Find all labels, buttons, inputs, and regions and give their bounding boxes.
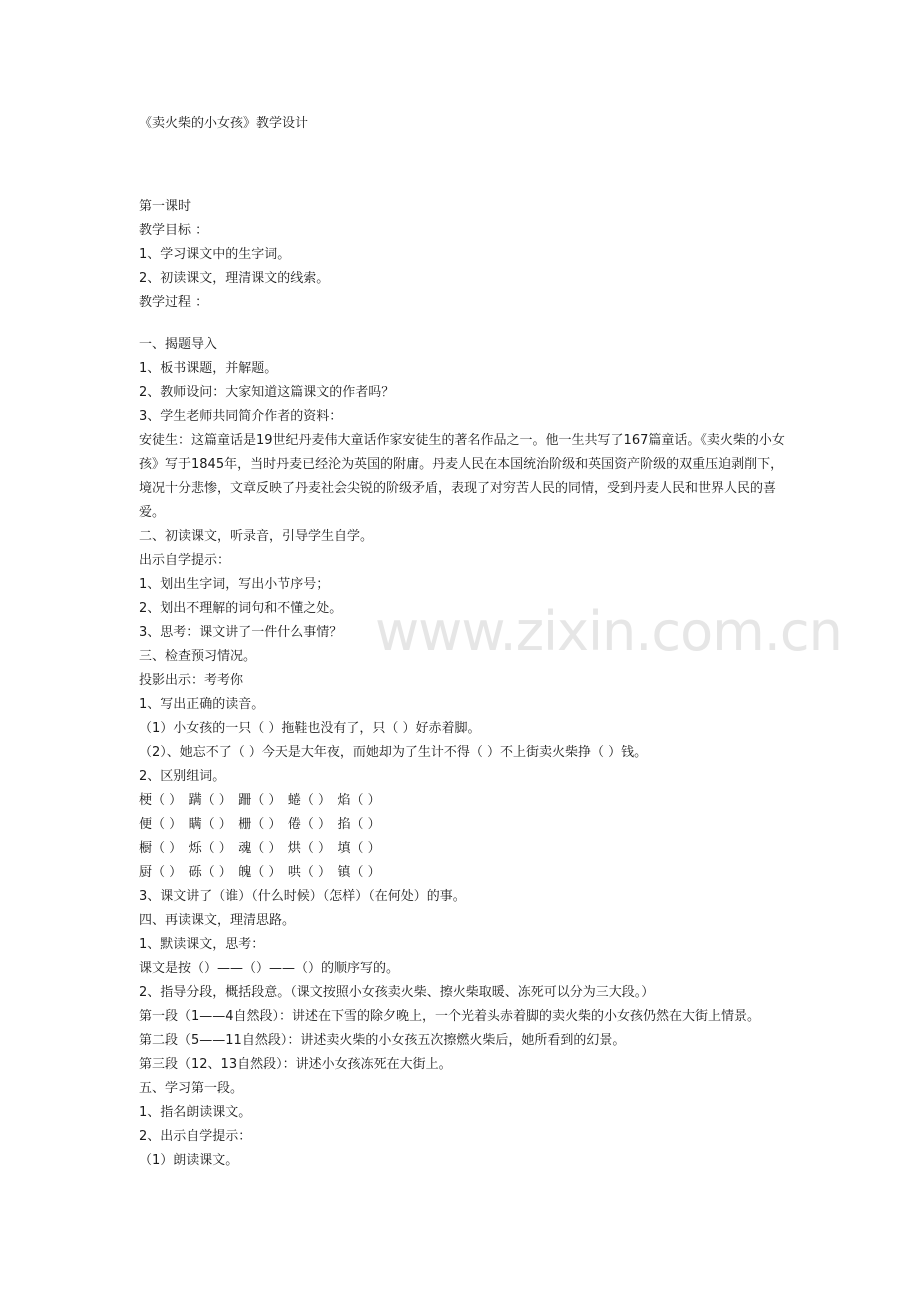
text-line: 厨（ ） 砾（ ） 魄（ ） 哄（ ） 镇（ ） <box>139 865 381 880</box>
text-line: 2、出示自学提示： <box>139 1129 252 1144</box>
text-line: 1、划出生字词，写出小节序号； <box>139 577 330 592</box>
text-line: 1、板书课题，并解题。 <box>139 361 278 376</box>
text-line: 第一课时 <box>139 199 192 214</box>
text-line: 第二段（5——11自然段）：讲述卖火柴的小女孩五次擦燃火柴后，她所看到的幻景。 <box>139 1033 626 1048</box>
text-line: 2、初读课文，理清课文的线索。 <box>139 271 330 286</box>
text-line: 教学目标 ： <box>139 223 209 238</box>
text-line: 3、思考：课文讲了一件什么事情？ <box>139 625 343 640</box>
text-line: 课文是按（）——（）——（）的顺序写的。 <box>139 961 400 976</box>
text-line: 第一段（1——4自然段）：讲述在下雪的除夕晚上，一个光着头赤着脚的卖火柴的小女孩仍然在大街上情景。 <box>139 1009 761 1024</box>
text-line: （1）朗读课文。 <box>139 1153 239 1168</box>
text-line: 五、学习第一段。 <box>139 1081 244 1096</box>
text-line: （1）小女孩的一只（ ）拖鞋也没有了，只（ ）好赤着脚。 <box>139 721 481 736</box>
document-lines <box>139 195 789 1173</box>
text-line: 1、默读课文，思考： <box>139 937 265 952</box>
text-line: 第三段（12、13自然段）：讲述小女孩冻死在大街上。 <box>139 1057 452 1072</box>
text-line: 出示自学提示： <box>139 553 231 568</box>
text-line: 安徒生：这篇童话是19世纪丹麦伟大童话作家安徒生的著名作品之一。他一生共写了167篇童话。《卖火柴的小女孩》写于1845年，当时丹麦已经沦为英国的附庸。丹麦人民在本国统治阶级和英国资产阶级的双重压迫剥削下，境况十分悲惨，文章反映了丹麦社会尖锐的阶级矛盾，表现了对穷苦人民的同情，受到丹麦人民和世界人民的喜爱。 <box>139 433 785 520</box>
text-line: 橱（ ） 烁（ ） 魂（ ） 烘（ ） 填（ ） <box>139 841 381 856</box>
text-line: 四、再读课文，理清思路。 <box>139 913 296 928</box>
text-line: 3、学生老师共同简介作者的资料： <box>139 409 343 424</box>
text-line: 1、指名朗读课文。 <box>139 1105 252 1120</box>
text-line: 2、教师设问：大家知道这篇课文的作者吗？ <box>139 385 395 400</box>
text-line: 一、揭题导入 <box>139 337 218 352</box>
text-line: 2、区别组词。 <box>139 769 226 784</box>
text-line: 二、初读课文，听录音，引导学生自学。 <box>139 529 374 544</box>
text-line: 3、课文讲了（谁）（什么时候）（怎样）（在何处）的事。 <box>139 889 466 904</box>
watermark: www.zixin.com.cn <box>375 600 842 663</box>
text-line: 三、检查预习情况。 <box>139 649 257 664</box>
blank-line <box>139 315 789 333</box>
text-line: 1、写出正确的读音。 <box>139 697 265 712</box>
text-line: 便（ ） 瞒（ ） 栅（ ） 倦（ ） 掐（ ） <box>139 817 381 832</box>
text-line: 1、学习课文中的生字词。 <box>139 247 291 262</box>
document-title: 《卖火柴的小女孩》教学设计 <box>139 116 309 131</box>
text-line: （2）、她忘不了（ ）今天是大年夜，而她却为了生计不得（ ）不上街卖火柴挣（ ）钱。 <box>139 745 648 760</box>
text-line: 2、指导分段，概括段意。（课文按照小女孩卖火柴、擦火柴取暖、冻死可以分为三大段。） <box>139 985 655 1000</box>
text-line: 梗（ ） 蹒（ ） 跚（ ） 蜷（ ） 焰（ ） <box>139 793 381 808</box>
text-line: 教学过程 ： <box>139 295 209 310</box>
text-line: 2、划出不理解的词句和不懂之处。 <box>139 601 343 616</box>
text-line: 投影出示：考考你 <box>139 673 244 688</box>
